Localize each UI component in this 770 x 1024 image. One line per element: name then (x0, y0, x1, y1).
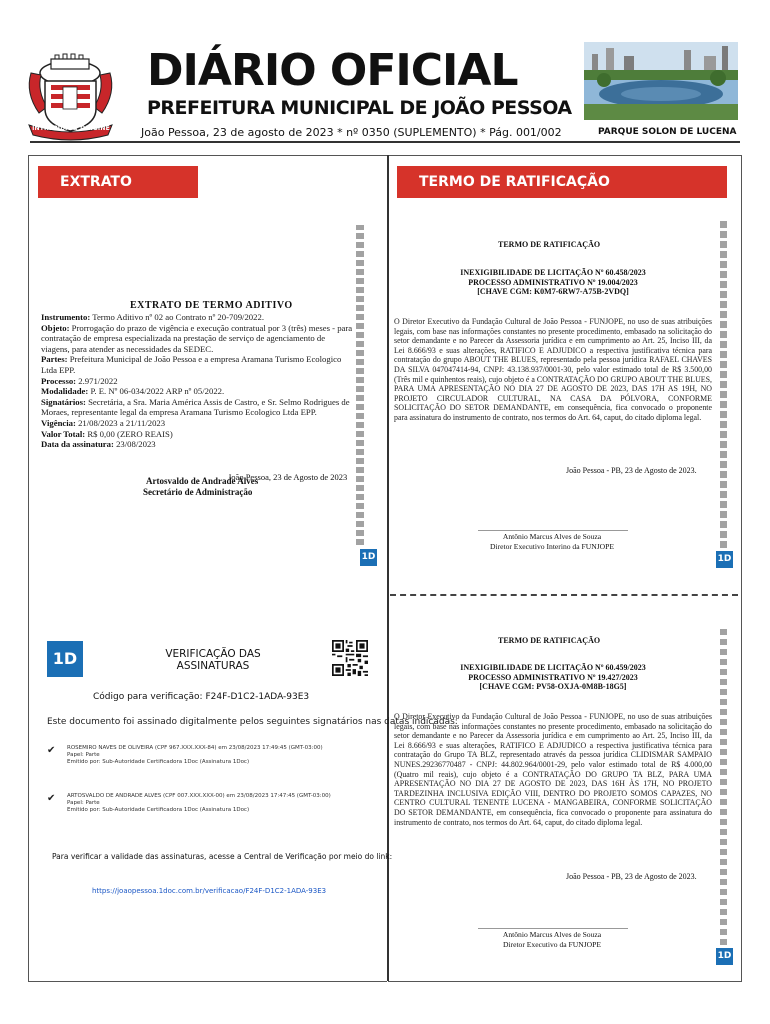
crest-motto: INTREPIDA & ORIGINE (32, 125, 110, 132)
ratification-signature: Antônio Marcus Alves de Souza Diretor Executivo da FUNJOPE (502, 930, 602, 949)
side-verification-strip (720, 625, 727, 945)
signature-issuer: Emitido por: Sub-Autoridade Certificadora 1Doc (Assinatura 1Doc) (67, 807, 250, 813)
ratification-heading: TERMO DE RATIFICAÇÃO (498, 636, 601, 645)
extrato-signer-name: Artosvaldo de Andrade Alves (146, 476, 259, 486)
extrato-field: Processo: 2.971/2022 (41, 375, 118, 386)
newspaper-subtitle: PREFEITURA MUNICIPAL DE JOÃO PESSOA (147, 97, 572, 119)
document-separator (390, 594, 738, 596)
ratification-date: João Pessoa - PB, 23 de Agosto de 2023. (566, 466, 697, 475)
ratificacao-banner: TERMO DE RATIFICAÇÃO (397, 166, 727, 198)
1doc-verification-logo-icon: 1D (47, 641, 83, 677)
newspaper-title: DIÁRIO OFICIAL (147, 45, 518, 96)
ratification-heading: TERMO DE RATIFICAÇÃO (498, 240, 601, 249)
signature-line: ROSEMIRO NAVES DE OLIVEIRA (CPF 967.XXX.XXX-84) em 23/08/2023 17:49:45 (GMT-03:00) (67, 745, 323, 751)
verification-footer: Para verificar a validade das assinaturas, acesse a Central de Verificação por meio do link: (52, 852, 393, 861)
extrato-body (41, 312, 355, 450)
photo-caption: PARQUE SOLON DE LUCENA (598, 127, 737, 137)
extrato-field: Data da assinatura: 23/08/2023 (41, 439, 156, 450)
ratification-date: João Pessoa - PB, 23 de Agosto de 2023. (566, 872, 697, 881)
signature-line-rule (478, 928, 628, 929)
1doc-logo-icon: 1D (716, 948, 733, 965)
ratification-reference: INEXIGIBILIDADE DE LICITAÇÃO Nº 60.459/2023 PROCESSO ADMINISTRATIVO Nº 19.427/2023 [CHAVE CGM: PV58-OXJA-0M8B-18G5] (460, 663, 646, 691)
extrato-field: Valor Total: R$ 0,00 (ZERO REAIS) (41, 428, 173, 439)
ratification-body: O Diretor Executivo da Fundação Cultural de João Pessoa - FUNJOPE, no uso de suas atribuições legais, com base nas informações constantes no presente procedimento, embasado na solicitação do setor demandante e no Parecer da Assessoria jurídica e em cumprimento ao Art. 25, Inciso III, da Lei 8.666/93 e suas alterações, RATIFICO E ADJUDICO a respectiva justificativa técnica para contratação do Grupo TA BLZ, representado através da pessoa jurídica CLIDISMAR SAMPAIO NUNES.29236770487 - CNPJ: 44.802.964/0001-29, pelo valor estimado total de R$ 4.000,00 (Quatro mil reais), cujo objeto é a CONTRATAÇÃO DO GRUPO TA BLZ, PARA UMA APRESENTAÇÃO NO DIA 27 DE AGOSTO DE 2023, DAS 16H ÀS 17H, NO PROJETO TARDEZINHA INCLUSIVA EDIÇÃO VIII, DENTRO DO PROJETO SOMOS CAPAZES, NO CENTRO CULTURAL TENENTE LUCENA - MANGABEIRA, CONFORME SOLICITAÇÃO DO SETOR DEMANDANTE, em consequência, fica convocado o proponente para assinatura do instrumento de contrato, nos termos do Art. 64, caput, do citado diploma legal. (394, 712, 712, 827)
signature-line: ARTOSVALDO DE ANDRADE ALVES (CPF 007.XXX.XXX-00) em 23/08/2023 17:47:45 (GMT-03:00) (67, 793, 331, 799)
extrato-field: Signatários: Secretária, a Sra. Maria América Assis de Castro, e Sr. Selmo Rodrigues de Moraes, representante legal da empresa Aramana Turismo Ecologico Ltda EPP. (41, 396, 350, 418)
verification-title: VERIFICAÇÃO DAS ASSINATURAS (165, 648, 261, 672)
extrato-place-date: João Pessoa, 23 de Agosto de 2023 (228, 472, 348, 482)
extrato-banner: EXTRATO (38, 166, 198, 198)
edition-meta: João Pessoa, 23 de agosto de 2023 * nº 0350 (SUPLEMENTO) * Pág. 001/002 (141, 126, 562, 139)
extrato-field: Objeto: Prorrogação do prazo de vigência e execução contratual por 3 (três) meses - para contratação de empresa especializada na prestação de serviço de agenciamento de viagens, para atender as necessidades da SEDEC. (41, 322, 353, 354)
verification-link[interactable]: https://joaopessoa.1doc.com.br/verificacao/F24F-D1C2-1ADA-93E3 (92, 887, 327, 895)
extrato-field: Modalidade: P. E. Nº 06-034/2022 ARP nº 05/2022. (41, 386, 225, 397)
ratification-body: O Diretor Executivo da Fundação Cultural de João Pessoa - FUNJOPE, no uso de suas atribuições legais, com base nas informações constantes no presente procedimento, embasado na solicitação do setor demandante e no Parecer da Assessoria jurídica e em cumprimento ao Art. 25, Inciso III, da Lei 8.666/93 e suas alterações, RATIFICO E ADJUDICO a respectiva justificativa técnica para contratação do grupo ABOUT THE BLUES, representado pela pessoa jurídica RAFAEL CHAVES DA SILVA 047047414-94, CNPJ: 43.138.937/0001-30, pelo valor estimado total de R$ 3.500,00 (Três mil e quinhentos reais), cujo objeto é a CONTRATAÇÃO DO GRUPO ABOUT THE BLUES, PARA UMA APRESENTAÇÃO NO DIA 27 DE AGOSTO DE 2023, DAS 17H AS 19H, NO PROJETO CIRCULADOR CULTURAL, NA CASA DA PÓLVORA, CONFORME SOLICITAÇÃO DO SETOR DEMANDANTE, em consequência, fica convocado o proponente para assinatura do instrumento de contrato, nos termos do Art. 64, caput, do citado diploma legal. (394, 317, 712, 422)
ratification-reference: INEXIGIBILIDADE DE LICITAÇÃO Nº 60.458/2023 PROCESSO ADMINISTRATIVO Nº 19.004/2023 [CHAVE CGM: K0M7-6RW7-A75B-2VDQ] (460, 268, 646, 296)
side-verification-strip (720, 218, 727, 548)
1doc-logo-icon: 1D (360, 549, 377, 566)
park-photo (584, 42, 738, 120)
verification-intro: Este documento foi assinado digitalmente pelos seguintes signatários nas datas indicadas: (47, 717, 458, 727)
side-verification-strip (356, 225, 364, 545)
1doc-logo-icon: 1D (716, 551, 733, 568)
signature-issuer: Emitido por: Sub-Autoridade Certificadora 1Doc (Assinatura 1Doc) (67, 759, 250, 765)
signature-role: Papel: Parte (67, 800, 100, 806)
extrato-signer-role: Secretário de Administração (143, 487, 253, 497)
header-rule (30, 141, 740, 143)
ratification-signature: Antônio Marcus Alves de Souza Diretor Executivo Interino da FUNJOPE (489, 532, 614, 551)
extrato-title: EXTRATO DE TERMO ADITIVO (130, 300, 293, 311)
extrato-field: Instrumento: Termo Aditivo nº 02 ao Contrato nº 20-709/2022. (41, 312, 265, 322)
signature-role: Papel: Parte (67, 752, 100, 758)
signature-entry (47, 745, 367, 766)
signature-line-rule (478, 530, 628, 531)
extrato-field: Vigência: 21/08/2023 a 21/11/2023 (41, 417, 166, 428)
extrato-field: Partes: Prefeitura Municipal de João Pessoa e a empresa Aramana Turismo Ecologico Ltda EPP. (41, 354, 342, 375)
qr-code-icon (332, 640, 368, 676)
verification-code: Código para verificação: F24F-D1C2-1ADA-93E3 (93, 692, 310, 702)
check-icon: ✔ (47, 745, 56, 756)
check-icon: ✔ (47, 793, 56, 804)
signature-entry (47, 793, 367, 814)
